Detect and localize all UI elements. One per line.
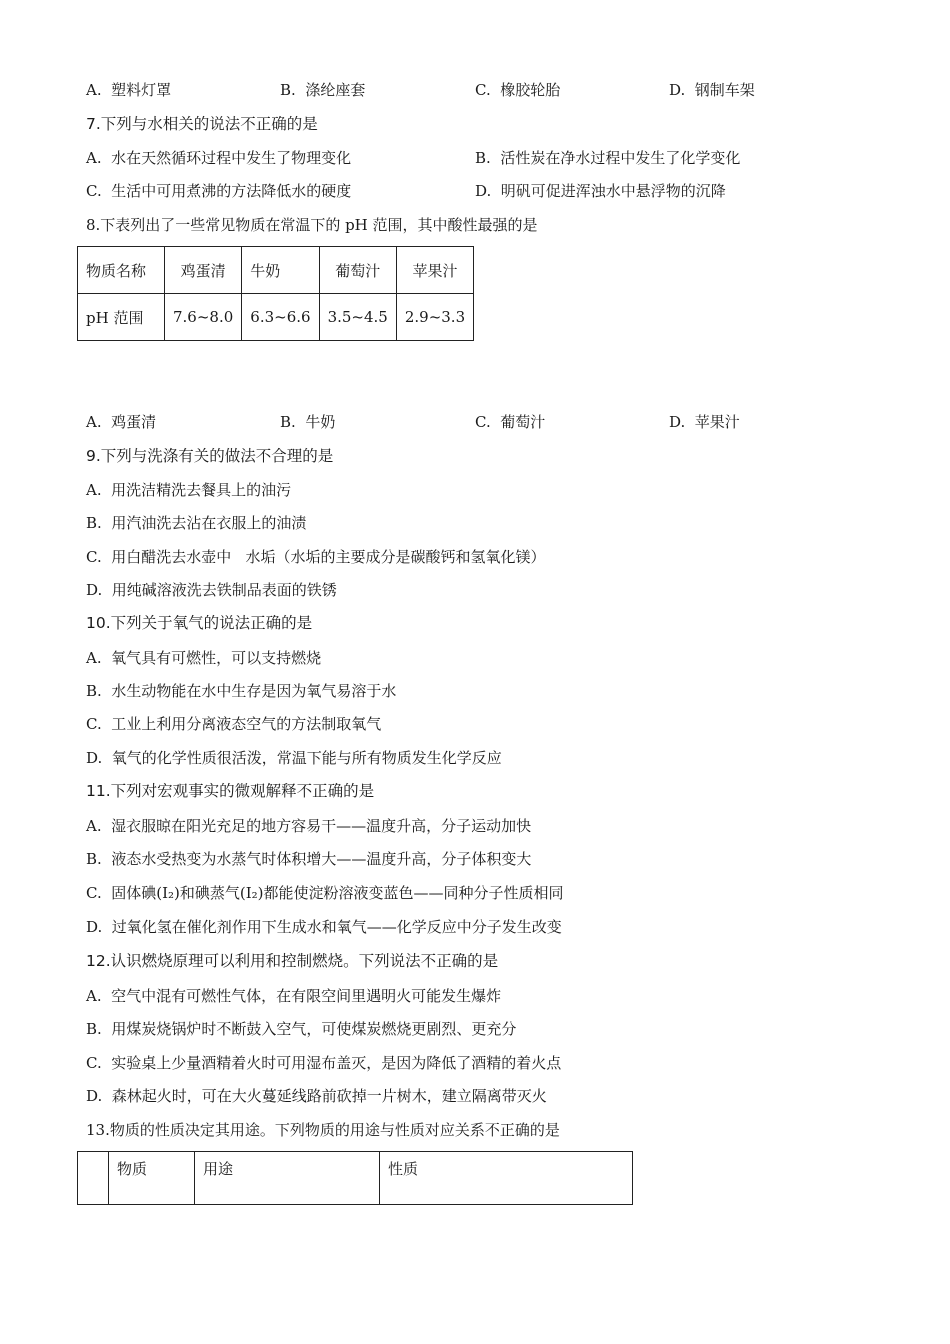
q6-option-b: B. 涤纶座套 xyxy=(280,81,366,99)
q10-option-c: C. 工业上利用分离液态空气的方法制取氧气 xyxy=(86,715,382,733)
q12-option-b: B. 用煤炭烧锅炉时不断鼓入空气，可使煤炭燃烧更剧烈、更充分 xyxy=(86,1020,517,1038)
q12-option-a: A. 空气中混有可燃性气体，在有限空间里遇明火可能发生爆炸 xyxy=(86,987,502,1005)
q12-option-c: C. 实验桌上少量酒精着火时可用湿布盖灭，是因为降低了酒精的着火点 xyxy=(86,1054,562,1072)
table-cell: 3.5~4.5 xyxy=(319,294,396,341)
ph-table xyxy=(77,246,474,341)
table-header-cell: 葡萄汁 xyxy=(319,247,396,294)
table-header-cell: 牛奶 xyxy=(242,247,319,294)
table-row xyxy=(78,1152,633,1205)
table-header-cell: 苹果汁 xyxy=(396,247,473,294)
q9-option-d: D. 用纯碱溶液洗去铁制品表面的铁锈 xyxy=(86,581,337,599)
q11-option-a: A. 湿衣服晾在阳光充足的地方容易干——温度升高，分子运动加快 xyxy=(86,817,532,835)
q6-option-c: C. 橡胶轮胎 xyxy=(475,81,561,99)
q10-stem: 10.下列关于氧气的说法正确的是 xyxy=(86,614,313,632)
q7-option-d: D. 明矾可促进浑浊水中悬浮物的沉降 xyxy=(475,182,726,200)
q12-stem: 12.认识燃烧原理可以利用和控制燃烧。下列说法不正确的是 xyxy=(86,952,499,970)
q13-table xyxy=(77,1151,633,1205)
q8-option-a: A. 鸡蛋清 xyxy=(86,413,157,431)
table-header-cell: 鸡蛋清 xyxy=(165,247,242,294)
q6-option-a: A. 塑料灯罩 xyxy=(86,81,172,99)
q11-option-b: B. 液态水受热变为水蒸气时体积增大——温度升高，分子体积变大 xyxy=(86,850,532,868)
q9-option-a: A. 用洗洁精洗去餐具上的油污 xyxy=(86,481,292,499)
q7-option-b: B. 活性炭在净水过程中发生了化学变化 xyxy=(475,149,741,167)
table-row xyxy=(78,294,474,341)
q6-option-d: D. 钢制车架 xyxy=(669,81,755,99)
table-cell: 6.3~6.6 xyxy=(242,294,319,341)
table-header-cell xyxy=(78,1152,109,1205)
q12-option-d: D. 森林起火时，可在大火蔓延线路前砍掉一片树木，建立隔离带灭火 xyxy=(86,1087,547,1105)
table-row xyxy=(78,247,474,294)
q8-option-d: D. 苹果汁 xyxy=(669,413,740,431)
q7-option-c: C. 生活中可用煮沸的方法降低水的硬度 xyxy=(86,182,352,200)
table-cell: pH 范围 xyxy=(78,294,165,341)
table-header-cell: 用途 xyxy=(195,1152,380,1205)
q10-option-a: A. 氧气具有可燃性，可以支持燃烧 xyxy=(86,649,322,667)
q11-option-d: D. 过氧化氢在催化剂作用下生成水和氧气——化学反应中分子发生改变 xyxy=(86,918,562,936)
q8-option-c: C. 葡萄汁 xyxy=(475,413,546,431)
q11-stem: 11.下列对宏观事实的微观解释不正确的是 xyxy=(86,782,375,800)
q8-stem: 8.下表列出了一些常见物质在常温下的 pH 范围，其中酸性最强的是 xyxy=(86,216,538,234)
q10-option-b: B. 水生动物能在水中生存是因为氧气易溶于水 xyxy=(86,682,397,700)
q8-option-b: B. 牛奶 xyxy=(280,413,336,431)
table-cell: 7.6~8.0 xyxy=(165,294,242,341)
q13-stem: 13.物质的性质决定其用途。下列物质的用途与性质对应关系不正确的是 xyxy=(86,1121,560,1139)
q11-option-c: C. 固体碘(I₂)和碘蒸气(I₂)都能使淀粉溶液变蓝色——同种分子性质相同 xyxy=(86,884,564,902)
table-header-cell: 物质名称 xyxy=(78,247,165,294)
q9-option-b: B. 用汽油洗去沾在衣服上的油渍 xyxy=(86,514,307,532)
table-header-cell: 物质 xyxy=(109,1152,195,1205)
q7-option-a: A. 水在天然循环过程中发生了物理变化 xyxy=(86,149,352,167)
table-cell: 2.9~3.3 xyxy=(396,294,473,341)
q9-stem: 9.下列与洗涤有关的做法不合理的是 xyxy=(86,447,334,465)
table-header-cell: 性质 xyxy=(380,1152,633,1205)
q10-option-d: D. 氧气的化学性质很活泼，常温下能与所有物质发生化学反应 xyxy=(86,749,502,767)
q9-option-c: C. 用白醋洗去水壶中 水垢（水垢的主要成分是碳酸钙和氢氧化镁） xyxy=(86,548,546,566)
q7-stem: 7.下列与水相关的说法不正确的是 xyxy=(86,115,318,133)
